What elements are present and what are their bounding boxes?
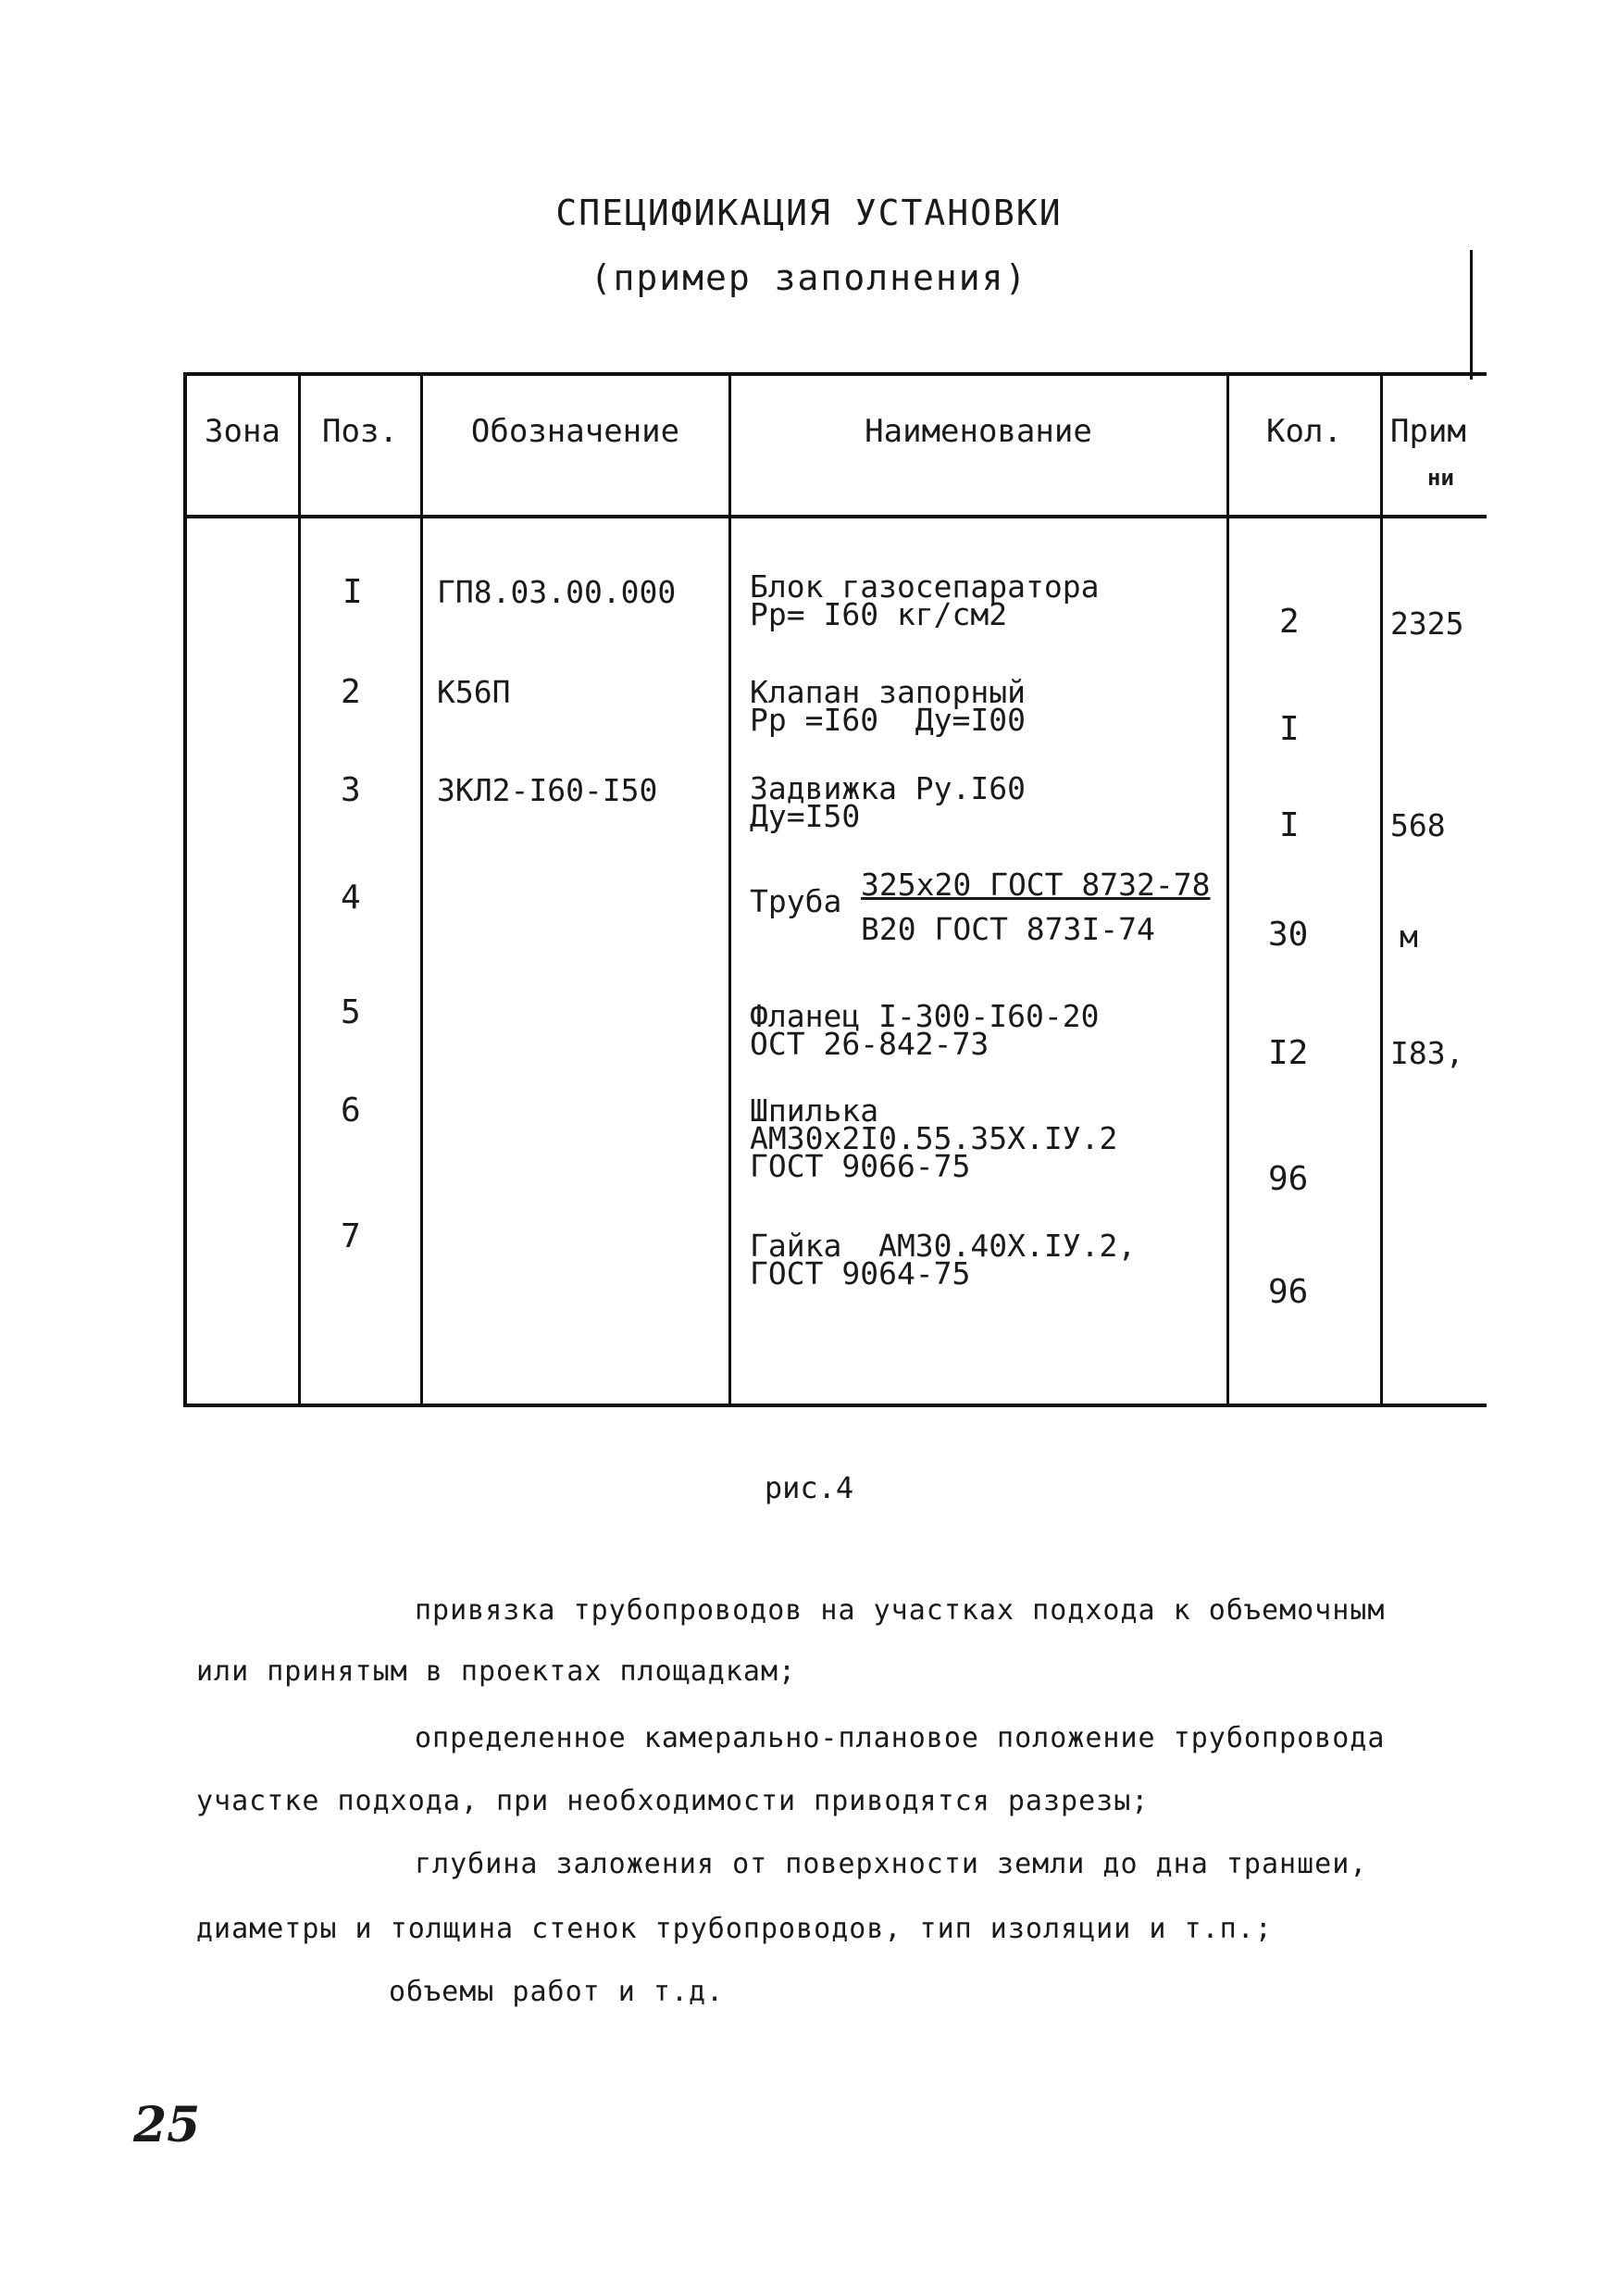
row-1-name-2: Рр= I60 кг/см2 [750,596,1008,632]
row-7-pos: 7 [341,1217,361,1255]
row-1-qty: 2 [1279,603,1300,641]
header-note-suffix: ни [1427,465,1454,491]
row-4-name-denominator: В20 ГОСТ 873I-74 [861,911,1155,947]
column-divider [728,376,731,1404]
row-4-name-numerator: 325х20 ГОСТ 8732-78 [861,867,1211,903]
row-5-note: I83, [1390,1035,1464,1071]
spec-subtitle: (пример заполнения) [590,257,1028,298]
header-pos: Поз. [322,413,398,450]
row-6-pos: 6 [341,1092,361,1129]
column-divider [298,376,301,1404]
row-4-name-prefix: Труба [750,883,842,919]
row-5-name-1: Фланец I-300-I60-20 [750,998,1100,1034]
paragraph-line-3: определенное камерально-плановое положение трубопровода [415,1722,1386,1754]
paragraph-line-6: диаметры и толщина стенок трубопроводов, тип изоляции и т.п.; [196,1913,1273,1945]
row-7-name-2: ГОСТ 9064-75 [750,1255,971,1292]
column-divider [1380,376,1383,1404]
row-1-name-1: Блок газосепаратора [750,568,1100,605]
paragraph-line-5: глубина заложения от поверхности земли до дна траншеи, [415,1848,1368,1880]
header-divider [187,515,1487,518]
figure-caption: рис.4 [764,1470,854,1505]
row-2-name-1: Клапан запорный [750,674,1027,710]
row-6-name-3: ГОСТ 9066-75 [750,1148,971,1184]
row-2-name-2: Рр =I60 Ду=I00 [750,702,1027,738]
row-3-designation: ЗКЛ2-I60-I50 [437,772,658,808]
spec-title: СПЕЦИФИКАЦИЯ УСТАНОВКИ [555,193,1063,233]
paragraph-line-7: объемы работ и т.д. [389,1976,725,2008]
row-2-pos: 2 [341,673,361,711]
row-6-name-2: АМ30х2I0.55.35Х.IУ.2 [750,1120,1118,1156]
header-name: Наименование [865,413,1092,450]
row-7-qty: 96 [1268,1273,1309,1311]
header-zone: Зона [205,413,280,450]
column-divider [1226,376,1229,1404]
header-designation: Обозначение [470,413,680,450]
row-2-designation: К56П [437,674,511,710]
page-number: 25 [133,2097,201,2153]
column-divider [420,376,423,1404]
row-1-pos: I [342,573,363,611]
row-3-name-2: Ду=I50 [750,798,861,834]
row-4-note: м [1400,918,1418,955]
header-note: Прим [1390,413,1466,450]
paragraph-line-2: или принятым в проектах площадкам; [196,1655,797,1688]
row-5-qty: I2 [1268,1034,1309,1072]
row-3-note: 568 [1390,807,1446,843]
row-1-designation: ГП8.03.00.000 [437,574,677,610]
row-2-qty: I [1279,710,1300,748]
row-4-pos: 4 [341,879,361,917]
spec-table [183,372,1487,1407]
row-4-qty: 30 [1268,916,1309,954]
row-3-name-1: Задвижка Ру.I60 [750,770,1027,806]
row-5-pos: 5 [341,993,361,1031]
row-5-name-2: ОСТ 26-842-73 [750,1026,989,1062]
row-7-name-1: Гайка АМ30.40Х.IУ.2, [750,1228,1137,1264]
paragraph-line-1: привязка трубопроводов на участках подхода к объемочным [415,1594,1386,1627]
paragraph-line-4: участке подхода, при необходимости приводятся разрезы; [196,1785,1150,1817]
header-qty: Кол. [1266,413,1342,450]
row-6-name-1: Шпилька [750,1092,879,1129]
row-3-qty: I [1279,806,1300,844]
row-3-pos: 3 [341,771,361,809]
row-6-qty: 96 [1268,1160,1309,1198]
row-1-note: 2325 [1390,605,1464,642]
page-edge-line [1470,250,1473,380]
